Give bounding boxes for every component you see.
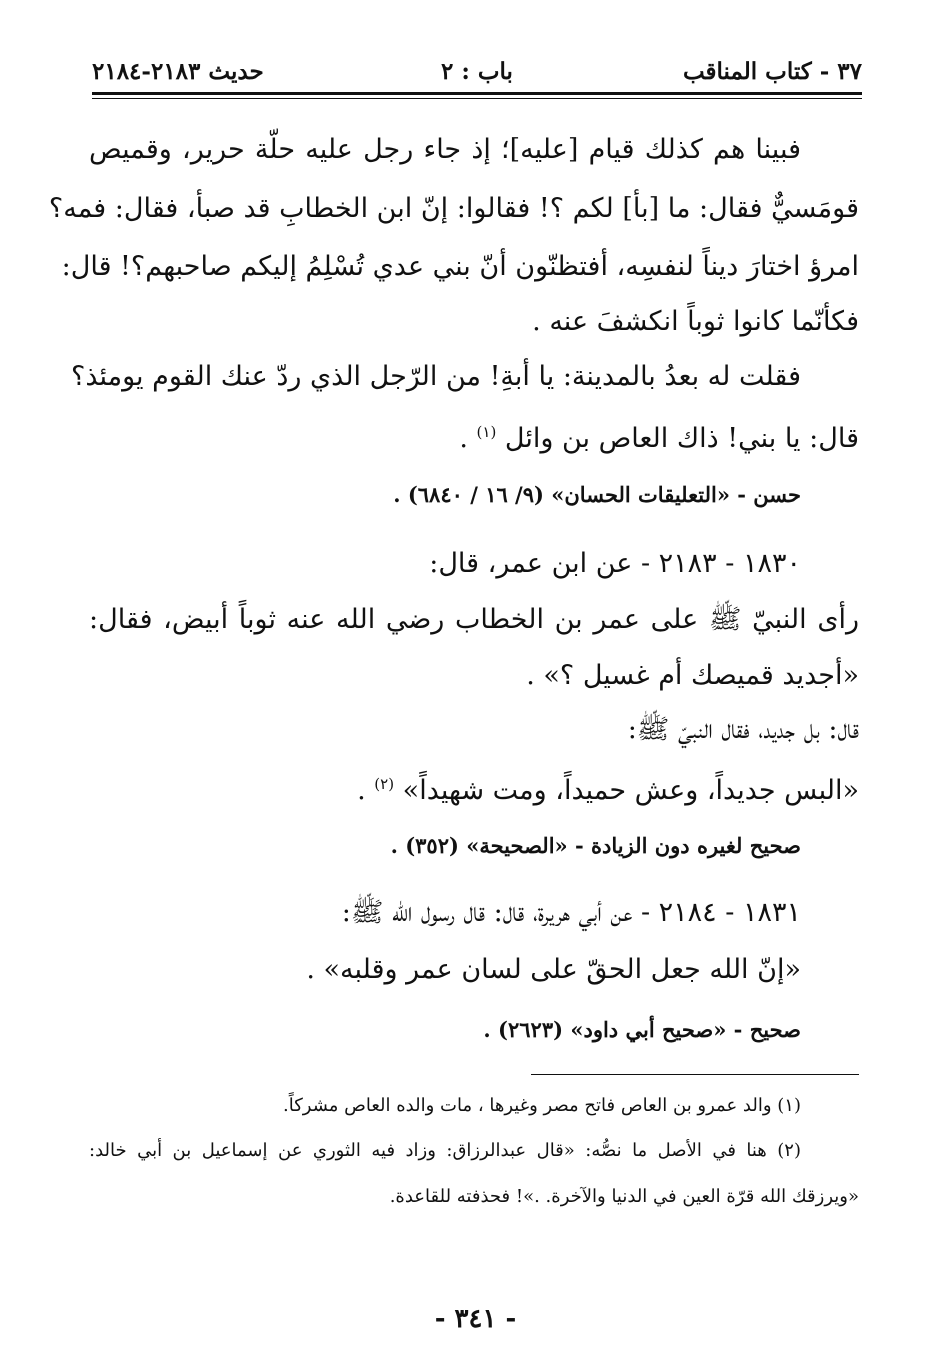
body-line: قومَسيٌّ فقال: ما [بأ] لكم ؟! فقالوا: إنّ ابن الخطابِ قد صبأ، فقال: فمه؟ xyxy=(48,193,859,224)
hadith-range: حديث ٢١٨٣-٢١٨٤ xyxy=(92,58,264,85)
body-text: . xyxy=(357,775,366,806)
body-line: فبينا هم كذلك قيام [عليه]؛ إذ جاء رجل عليه حلّة حرير، وقميص xyxy=(89,134,801,165)
chapter-title: ٣٧ - كتاب المناقب xyxy=(682,58,862,85)
body-line: رأى النبيّ ﷺ على عمر بن الخطاب رضي الله عنه ثوباً أبيض، فقال: xyxy=(89,604,859,635)
hadith-heading: ١٨٣٠ - ٢١٨٣ - عن ابن عمر، قال: xyxy=(429,548,801,579)
body-line xyxy=(89,412,859,459)
page-number: - ٣٤١ - xyxy=(434,1304,517,1334)
footnote: (٢) هنا في الأصل ما نصُّه: «قال عبدالرزاق: وزاد فيه الثوري عن إسماعيل بن أبي خالد: xyxy=(89,1140,801,1161)
hadith-grade: صحيح لغيره دون الزيادة - «الصحيحة» (٣٥٢) . xyxy=(390,833,801,858)
body-line: فكأنّما كانوا ثوباً انكشفَ عنه . xyxy=(532,306,859,337)
hadith-heading: ١٨٣١ - ٢١٨٤ - عن أبي هريرة، قال: قال رسول الله ﷺ: xyxy=(341,897,801,928)
footnote-marker: (٢) xyxy=(374,775,395,793)
header-rule-thin xyxy=(92,98,862,99)
body-line: امرؤ اختارَ ديناً لنفسِه، أفتظنّون أنّ بني عدي تُسْلِمُ إليكم صاحبهم؟! قال: xyxy=(61,251,859,282)
body-line: «إنّ الله جعل الحقّ على لسان عمر وقلبه» . xyxy=(306,954,801,985)
body-text: . xyxy=(459,423,468,454)
body-text: «البس جديداً، وعش حميداً، ومت شهيداً» xyxy=(402,775,859,806)
footnote: (١) والد عمرو بن العاص فاتح مصر وغيرها ، مات والده العاص مشركاً. xyxy=(282,1095,801,1116)
running-header xyxy=(92,52,862,92)
header-rule-thick xyxy=(92,92,862,95)
hadith-grade: حسن - «التعليقات الحسان» (٩/ ١٦ / ٦٨٤٠) . xyxy=(393,482,801,507)
body-line: قال: بل جديد، فقال النبيّ ﷺ: xyxy=(627,714,859,745)
body-text: قال: يا بني! ذاك العاص بن وائل xyxy=(504,423,859,454)
body-line: «أجديد قميصك أم غسيل ؟» . xyxy=(526,660,859,691)
body-line: فقلت له بعدُ بالمدينة: يا أبةِ! من الرّجل الذي ردّ عنك القوم يومئذ؟ xyxy=(70,361,801,392)
section-title: باب : ٢ xyxy=(441,58,513,85)
footnote-marker: (١) xyxy=(476,423,497,441)
footnote-rule xyxy=(531,1074,859,1075)
body-line xyxy=(89,764,859,811)
footnote: «ويرزقك الله قرّة العين في الدنيا والآخرة. .»! فحذفته للقاعدة. xyxy=(389,1186,859,1207)
hadith-grade: صحيح - «صحيح أبي داود» (٢٦٢٣) . xyxy=(483,1017,801,1042)
